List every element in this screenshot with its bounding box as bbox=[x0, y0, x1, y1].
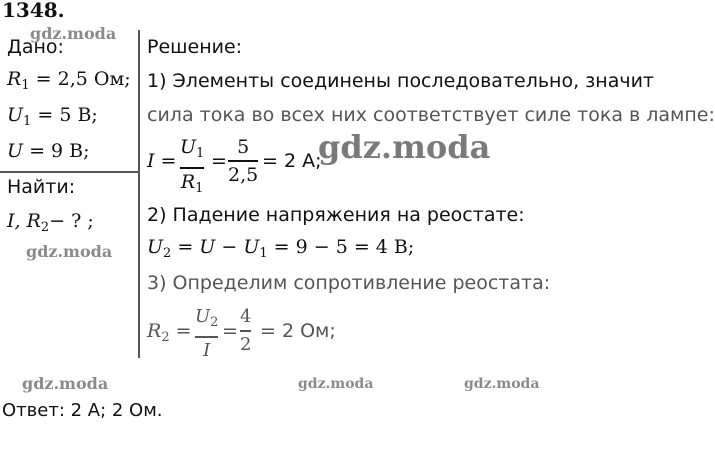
step3-eq-result: = 2 Ом; bbox=[260, 320, 336, 342]
step1-eq-lhs: I = bbox=[147, 150, 177, 172]
step1-line2: сила тока во всех них соответствует силе тока в лампе: bbox=[147, 104, 715, 126]
answer: Ответ: 2 А; 2 Ом. bbox=[2, 400, 163, 421]
divider-horizontal bbox=[0, 171, 138, 173]
step3-eq-equals: = bbox=[222, 320, 238, 342]
watermark: gdz.moda bbox=[30, 24, 117, 43]
problem-number: 1348. bbox=[2, 0, 65, 22]
find-items: I, $R_2-$ ? ; bbox=[7, 210, 94, 235]
divider-vertical bbox=[138, 30, 140, 358]
step3-line: 3) Определим сопротивление реостата: bbox=[147, 272, 551, 294]
step2-eq: $U_2 = U - U_1 = 9 - 5 = 4$ В; bbox=[147, 236, 415, 261]
solution-header: Решение: bbox=[147, 36, 243, 58]
watermark: gdz.moda bbox=[26, 242, 113, 261]
step3-eq-lhs: $R_2$ = bbox=[147, 320, 192, 345]
given-r1: $R_1 = 2,5$ Ом; bbox=[7, 68, 131, 93]
step1-eq-equals: = bbox=[211, 150, 227, 172]
step3-fraction-values: 4 2 bbox=[240, 306, 252, 355]
step1-line1: 1) Элементы соединены последовательно, значит bbox=[147, 70, 654, 92]
watermark: gdz.moda bbox=[298, 376, 374, 392]
step1-eq-result: = 2 А; bbox=[262, 150, 322, 172]
find-header: Найти: bbox=[7, 176, 76, 198]
watermark-large: gdz.moda bbox=[318, 128, 491, 166]
given-header: Дано: bbox=[7, 36, 64, 58]
step1-fraction-values: 5 2,5 bbox=[228, 136, 259, 186]
watermark: gdz.moda bbox=[22, 374, 109, 393]
watermark: gdz.moda bbox=[464, 376, 540, 392]
step1-fraction-u1-r1: $U_1$ $R_1$ bbox=[180, 136, 205, 196]
given-u1: $U_1 = 5$ В; bbox=[7, 104, 98, 129]
step3-fraction-u2-i: $U_2$ I bbox=[195, 306, 219, 361]
step2-line: 2) Падение напряжения на реостате: bbox=[147, 204, 525, 226]
given-u: U = 9 В; bbox=[7, 140, 90, 162]
